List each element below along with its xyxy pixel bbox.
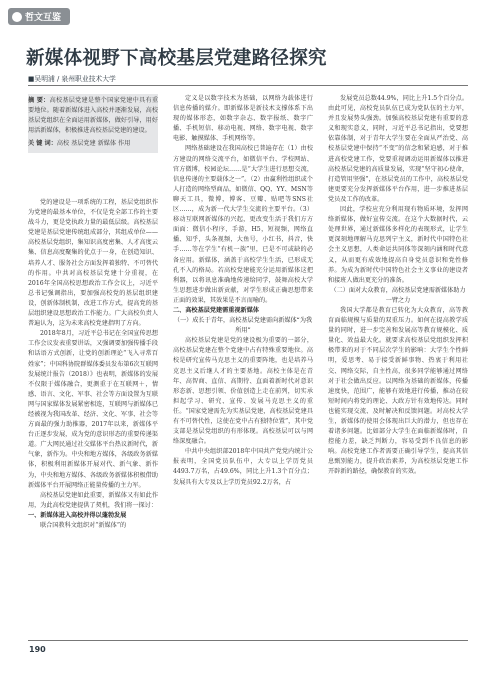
page-number: 190 [29, 645, 46, 654]
logo-circle-icon [12, 12, 22, 22]
paragraph: 高校基层党建是党的建设极为重要的一部分，高校基层党建在整个党建中占有特殊重要地位。高校是研究宣传马克思主义的重要阵地，也是培养马克思主义后继人才的主要基地。高校主体是在青年、高智商、直信、高期待、直面着新时代对意识形态新、思想引领、价值创造上走在前列，切实承担起学习、研究、宣传、发展马克思主义的重任。“国家党建需先为实基层党建，高校基层党建具有不可替代性，这使在党中占有独特位置”，其中党支部是基层党组织的有形体现。高校基层可以与网络深度融合。 [173, 337, 313, 446]
paragraph: 高校基层党建如此重要，新媒体又有如此作用，为此高校党建提供了契机，我们将一探讨： [28, 491, 158, 509]
subsection-heading: （一）成长于青年，高校基层党建需向新媒体“为我所用” [173, 317, 313, 335]
paragraph: 2018年8月，习近平总书记在全国宣传思想工作会议发表重要讲话，又强调要加强传播手段和话语方式创新，让党的创新理论“飞入寻常百姓家”；中国科协院群媒体委员发布第6次互联网发展统计报告（2018）》也表明，新媒体的发展不仅限于媒体融合，更测重于在互联网＋，情感、语言、文化、军事、社会等方面设置为互联网与国家媒体发展紧密相连，互联网与新媒体已经被视为我国改革、经济、文化、军事、社会等方面最的强力助推器，2017年以来，新媒体平台正逐步发展，成为党的意识形态的重要传递渠道。广大网民通过社交媒体平台热议新时代，新气象，新作为。中央和地方媒体，各级政务新媒体，积极利用新媒体开展对代、新气象、新作为，中央和地方媒体、各级政务新媒体积极借助新媒体平台开展网络正能量传播的主力军。 [28, 330, 158, 489]
column-1 [28, 198, 158, 638]
column-2 [173, 94, 313, 640]
title-divider [28, 85, 468, 86]
author-line [28, 73, 116, 83]
column-3 [328, 94, 468, 640]
page-header [0, 0, 496, 30]
paragraph: 我国大学都是教育已转化为大众教育，高等教育面临规模与质量的双重压力。如何在提高教学质量的同时，进一步完善和发展高等教育规模化、质量化、效益最大化。就要求高校基层党组织发挥积极带来的对于不同层次学生的影响：大学生个性鲜明，爱思考、易于接受新鲜事物、热衷于利用社交、网络交际，自主性高，很多同学能够通过网络对于社会做出反应。以网络为基础的新媒体，传播速度快，范围广，能够有效地进行传播，推动在较短时间内将党的理论、大政方针有效地传达。同时也能实现交流、及时解决和反馈问题。对高校大学生，新媒体的使用会体现出巨大的潜力，但也存在着诸多问题。比如部分大学生在面临新媒体时，自控能力差，缺乏判断力，容易受到不良信息的影响。高校党建工作者需要正确引导学生，提高其信息甄别能力，提升政治素养，为高校基层党建工作开辟新的路径，确保教育的实效。 [328, 306, 468, 476]
abstract-label: 摘 要： [28, 97, 50, 104]
keywords-text: 高校 基层党建 新媒体 作用 [56, 140, 131, 148]
keywords-label: 关 键 词： [28, 140, 57, 148]
abstract-text: 高校基层党建是整个国家党建中具有重要地位。随着新媒体进入高校并逐渐发展，高校基层党组织在全面运用新媒体，做好引导，用好用活新媒体，积极推进高校基层党建的建设。 [28, 97, 158, 135]
paragraph: 因此，学校应充分利用现有物质环境，发挥网络新媒体，做好宣传交流。在这个大数据时代，云处理世界，通过新媒体多样化的表现形式，让学生更深刻地理解马克思列宁主义，新时代中国特色社会主义思想，人类命运共同体等深刻内涵和时代意义，从而更有成效地提高自身党员意识和党性修养。为成为新时代中国特色社会主义事业的建设者和接班人做出更充分的准备。 [328, 206, 468, 284]
keywords [28, 139, 158, 149]
paragraph: 定义是以数字技术为基础，以网络为载体进行信息传播的媒介。即新媒体是新技术支撑体系下出现的媒体形态，如数字杂志、数字报纸、数字广播、手机短信、移动电视、网络、数字电视、数字电影、触摸媒体、手机网络等。 [173, 95, 313, 143]
abstract-box [28, 94, 158, 153]
footer-divider [28, 640, 468, 641]
paragraph: 联合国教科文组织对“新媒体”的 [40, 522, 127, 529]
article-title: 新媒体视野下高校基层党建路径探究 [26, 48, 327, 69]
subsection-heading: （二）面对大众教育，高校基层党建需新媒体助力一臂之力 [330, 286, 466, 304]
paragraph: 中共中央组织部2018年中国共产党党内统计公报表明，全国党员队伍中，大专以上学历党员4493.7万名，占49.6%，同比上升1.3个百分点；发展具有大专及以上学历党员92.2万名，占 [173, 448, 313, 486]
section-heading: 二、高校基层党建需重视新媒体 [173, 306, 259, 314]
paragraph: 发展党员总数44.9%，同比上升1.5个百分点。由此可见，高校党员队伍已成为党队伍的主力军，并且发展势头强劲。加强高校基层党建有重要的意义和现实意义，同时，习近平总书记指出，党要想依靠体制，对于青年大学生要在全面从严治党、高校基层党建中保持“不变”的信念和紧迫感，对于推进高校党建工作，党要重视调动运用新媒体以推进高校基层党建的高质量发展，实现“坚守初心使命，打造管用坚强”，在基层党员的工作中，高校基层党建更要充分发挥新媒体平台作用，进一步推进基层党员及工作的改革。 [328, 95, 468, 203]
author-text: ■吴明浦 / 泉州职业技术大学 [28, 75, 116, 83]
journal-logo [8, 8, 70, 25]
abstract [28, 96, 158, 136]
paragraph: 党的建设是一项系统的工程，基层党组织作为党建的最基本单位，不仅是党全部工作的主要战斗力，更是党执政力量的最低层级。高校基层党建是基层党建传统组成部分，其组成单位——高校基层党组织，集知识高度密集、人才高度云集、信息高度聚集的优点于一身，在创造知识、培养人才、服务社会方面发挥着独特、不可替代的作用。中共对高校基层党建十分重视，在2016年全国高校思想政治工作会议上，习近平总书记强调指出，要加强高校党的基层组织建设，创新体制机制，改进工作方式，提高党的基层组织建设思想政治工作能力。广大高校负责人普遍认为，这为未来高校党建指明了方向。 [28, 199, 158, 328]
section-heading: 一、新媒体进入高校并得以蓬勃发展 [28, 511, 127, 519]
paragraph: 网络基础建设在我国高校已普遍存在（1）由校方建设的网络交流平台，如微信平台、学校网站、官方微博，校园论坛……是“大学生进行思想交流，信息传递的主要载体之一”。（2）由赢利性组织或个人打造的网络型商品，如微信、QQ、YY、MSN等聊天工具，微博，博客、豆瓣、贴吧等SNS社区……，成为新一代大学生交流的主要平台。（3）移动互联网新媒体的兴起，更改变生活于我们方方面面：微信小程序，手游，H5，短视频，网络直播、知乎，头条视频，大鱼号，小红书，抖音，快手……等在学生“有机一族”里，已是不可或缺的必备应用。新媒体，涵盖于高校学生生活，已形成无孔不入的格局。若高校党建能充分运用新媒体这把利器，以将讯息准确地传递给同学，鼓舞高校大学生思想进步做出新贡献，对学生形成正确思想带来正面的效果，其效果是不言而喻的。 [173, 145, 313, 304]
journal-logo-text: 哲文互鉴 [25, 13, 62, 23]
